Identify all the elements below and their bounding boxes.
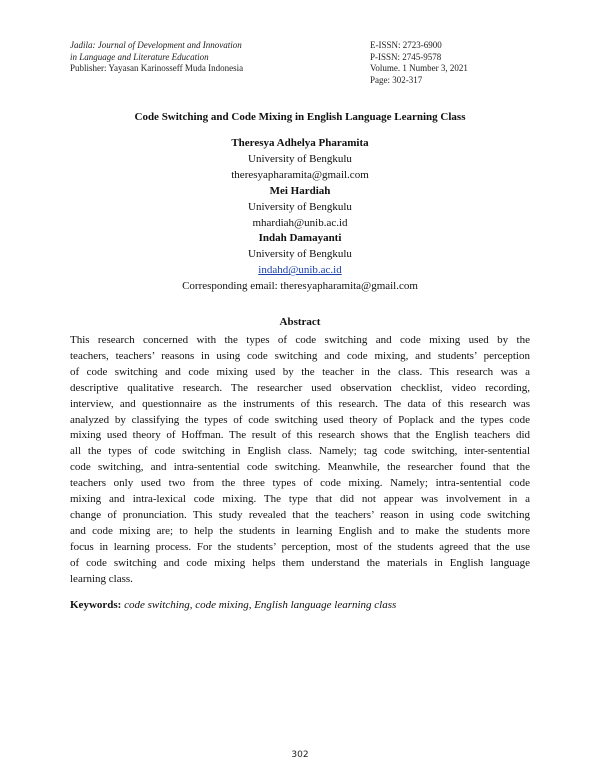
- author-affiliation: University of Bengkulu: [248, 200, 352, 213]
- abstract-line: teachers, teachers’ reasons in using code switching and code mixing, and students’ perception: [70, 349, 530, 362]
- author-affiliation: University of Bengkulu: [248, 152, 352, 165]
- keywords-list: code switching, code mixing, English language learning class: [124, 599, 397, 611]
- abstract-heading: Abstract: [279, 316, 321, 328]
- keywords: [70, 599, 530, 611]
- abstract-line: change of pronunciation. This study revealed that the teachers’ reason in using code switching: [70, 508, 530, 521]
- abstract-line: mixing used theory of Hoffman. The result of this research shows that the English teachers did: [70, 429, 530, 442]
- author-block: [0, 136, 600, 295]
- journal-name-line1: Jadila: Journal of Development and Innovation: [70, 40, 242, 50]
- author-email-link[interactable]: indahd@unib.ac.id: [258, 264, 342, 277]
- issn-block: [370, 40, 550, 86]
- journal-name-line2: in Language and Literature Education: [70, 51, 209, 62]
- author-affiliation: University of Bengkulu: [248, 248, 352, 261]
- journal-header: [70, 40, 330, 75]
- volume: Volume. 1 Number 3, 2021: [370, 63, 468, 73]
- keywords-label: Keywords:: [70, 599, 122, 611]
- abstract-line: of code switching and code mixing used by the teacher in the class. This research was a: [70, 365, 530, 378]
- author-email: mhardiah@unib.ac.id: [252, 216, 348, 229]
- pissn: P-ISSN: 2745-9578: [370, 51, 442, 62]
- abstract-line: learning class.: [70, 572, 133, 585]
- paper-title: Code Switching and Code Mixing in English Language Learning Class: [134, 111, 466, 123]
- publisher: Publisher: Yayasan Karinosseff Muda Indonesia: [70, 63, 244, 73]
- abstract-line: This research concerned with the types of code switching and code mixing used by the: [70, 334, 530, 346]
- eissn: E-ISSN: 2723-6900: [370, 40, 442, 50]
- abstract-line: focus in learning process. For the students’ perception, most of the students agreed that the use: [70, 540, 530, 553]
- abstract-line: analyzed by classifying the types of code switching used theory of Poplack and the types code: [70, 413, 530, 426]
- abstract-line: code switching, and intra-sentential code switching. Meanwhile, the researcher found that the: [70, 461, 530, 474]
- page-range: Page: 302-317: [370, 74, 423, 85]
- author-name: Theresya Adhelya Pharamita: [231, 137, 369, 149]
- abstract-line: interview, and questionnaire as the instruments of this research. The data of this research was: [70, 397, 530, 410]
- abstract-body: [70, 333, 530, 588]
- page-number: 302: [291, 750, 309, 760]
- abstract-line: of code switching and code mixing helps them understand the materials in English language: [70, 556, 530, 569]
- author-name: Indah Damayanti: [258, 232, 342, 245]
- author-email: theresyapharamita@gmail.com: [231, 168, 369, 181]
- corresponding-email: Corresponding email: theresyapharamita@gmail.com: [182, 280, 418, 293]
- author-name: Mei Hardiah: [269, 184, 331, 197]
- abstract-line: teachers only used two from the three types of code mixing. Namely; intra-sentential code: [70, 477, 530, 490]
- abstract-line: descriptive qualitative research. The researcher used observation checklist, video recording,: [70, 381, 530, 394]
- abstract-line: and code mixing are; to help the students in learning English and to make the students more: [70, 524, 530, 537]
- abstract-line: mixing and intra-lexical code mixing. The type that did not appear was involvement in a: [70, 493, 530, 506]
- abstract-line: all the types of code switching in English class. Namely; tag code switching, inter-sentential: [70, 445, 530, 458]
